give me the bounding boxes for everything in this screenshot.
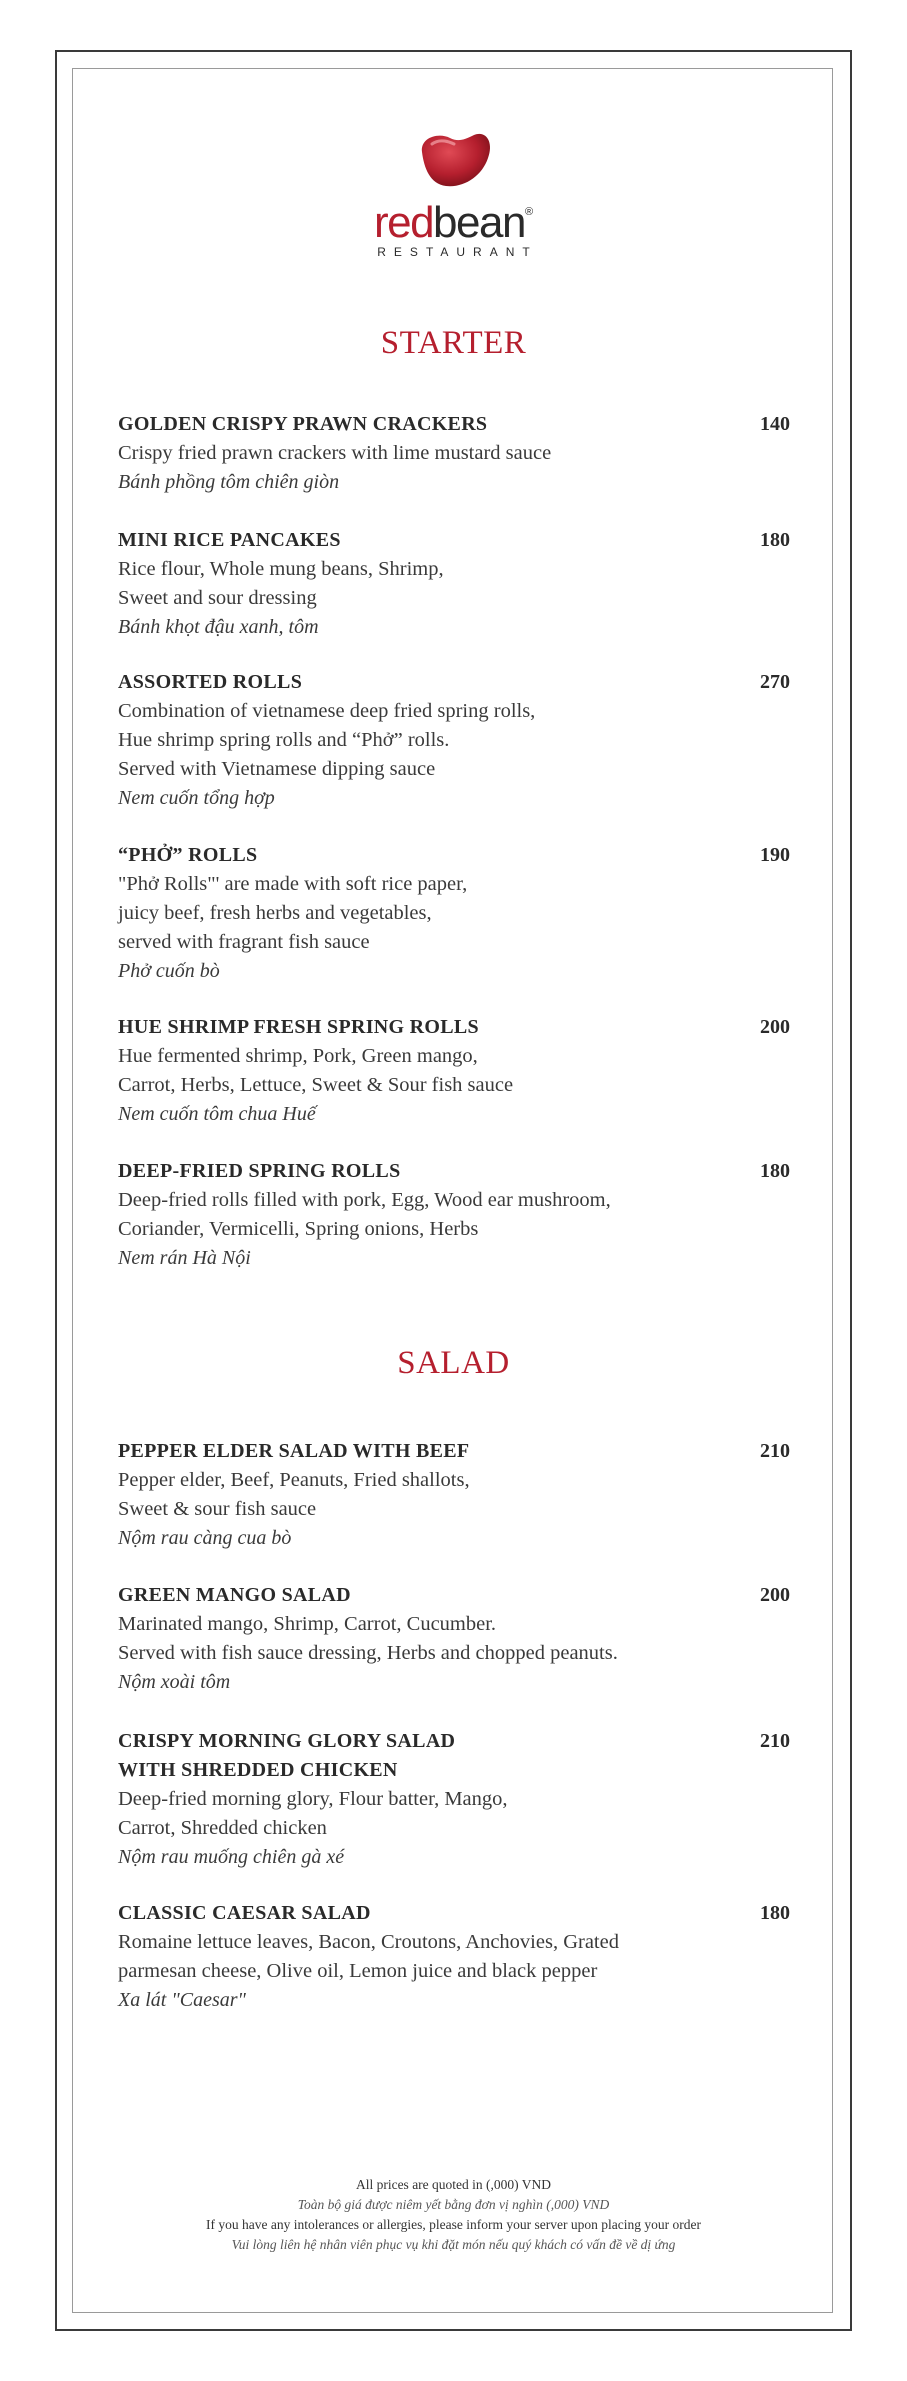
menu-item xyxy=(118,526,790,642)
menu-item-name: CRISPY MORNING GLORY SALAD xyxy=(118,1730,456,1752)
footer-price-note: All prices are quoted in (,000) VND xyxy=(355,2177,552,2192)
menu-item-description: Served with Vietnamese dipping sauce xyxy=(118,758,436,780)
menu-item-description: Carrot, Herbs, Lettuce, Sweet & Sour fish sauce xyxy=(118,1074,514,1096)
menu-item-vietnamese-name: Bánh phồng tôm chiên giòn xyxy=(118,471,340,493)
menu-item-description: Pepper elder, Beef, Peanuts, Fried shallots, xyxy=(118,1469,470,1491)
menu-item-description: Sweet & sour fish sauce xyxy=(118,1498,317,1520)
menu-item-description: Served with fish sauce dressing, Herbs and chopped peanuts. xyxy=(118,1642,618,1664)
menu-item-description: Deep-fried rolls filled with pork, Egg, Wood ear mushroom, xyxy=(118,1189,611,1211)
footer-allergy-note: If you have any intolerances or allergies, please inform your server upon placing your order xyxy=(206,2217,701,2232)
menu-item xyxy=(118,1727,790,1872)
menu-item-name: CLASSIC CAESAR SALAD xyxy=(118,1902,371,1924)
brand-subtitle: RESTAURANT xyxy=(377,245,538,259)
menu-item-name: ASSORTED ROLLS xyxy=(118,671,303,693)
menu-item xyxy=(118,1013,790,1129)
footer-allergy-note-vn: Vui lòng liên hệ nhân viên phục vụ khi đặt món nếu quý khách có vấn đề về dị ứng xyxy=(231,2237,676,2252)
menu-item-price: 180 xyxy=(760,1902,790,1924)
menu-item-price: 210 xyxy=(760,1730,790,1752)
menu-item xyxy=(118,668,790,813)
menu-item-vietnamese-name: Nộm rau càng cua bò xyxy=(118,1527,292,1549)
menu-item-price: 180 xyxy=(760,1160,790,1182)
menu-item xyxy=(118,410,790,497)
menu-item-vietnamese-name: Phở cuốn bò xyxy=(118,960,220,982)
menu-item-name: DEEP-FRIED SPRING ROLLS xyxy=(118,1160,401,1182)
menu-item xyxy=(118,1581,790,1697)
menu-footer xyxy=(0,2175,907,2255)
menu-item-description: Crispy fried prawn crackers with lime mustard sauce xyxy=(118,442,552,464)
menu-item xyxy=(118,841,790,986)
menu-item-description: served with fragrant fish sauce xyxy=(118,931,370,953)
menu-item-vietnamese-name: Nem rán Hà Nội xyxy=(118,1247,251,1269)
menu-item-vietnamese-name: Nem cuốn tổng hợp xyxy=(118,787,275,809)
red-bean-icon xyxy=(414,130,494,190)
brand-name-red: red xyxy=(373,198,434,247)
menu-item-price: 200 xyxy=(760,1016,790,1038)
menu-item-price: 200 xyxy=(760,1584,790,1606)
menu-item-price: 140 xyxy=(760,413,790,435)
menu-item-name: “PHỞ” ROLLS xyxy=(118,844,258,866)
brand-wordmark xyxy=(0,192,907,247)
registered-mark: ® xyxy=(524,206,534,218)
menu-item xyxy=(118,1899,790,2015)
menu-item-description: Combination of vietnamese deep fried spring rolls, xyxy=(118,700,536,722)
menu-item-description: parmesan cheese, Olive oil, Lemon juice and black pepper xyxy=(118,1960,598,1982)
section-title-salad: SALAD xyxy=(397,1345,510,1381)
menu-item-description: Coriander, Vermicelli, Spring onions, Herbs xyxy=(118,1218,479,1240)
brand-name-dark: bean xyxy=(433,198,525,247)
menu-item-description: juicy beef, fresh herbs and vegetables, xyxy=(118,902,432,924)
menu-item-description: Sweet and sour dressing xyxy=(118,587,317,609)
menu-item-description: Deep-fried morning glory, Flour batter, Mango, xyxy=(118,1788,508,1810)
menu-item-description: Romaine lettuce leaves, Bacon, Croutons, Anchovies, Grated xyxy=(118,1931,619,1953)
menu-item xyxy=(118,1157,790,1273)
menu-item-description: Hue fermented shrimp, Pork, Green mango, xyxy=(118,1045,478,1067)
menu-item-description: "Phở Rolls"' are made with soft rice paper, xyxy=(118,873,468,895)
menu-item-vietnamese-name: Xa lát "Caesar" xyxy=(118,1989,246,2011)
menu-item-vietnamese-name: Nộm rau muống chiên gà xé xyxy=(118,1846,345,1868)
menu-item-price: 190 xyxy=(760,844,790,866)
menu-item-description: Carrot, Shredded chicken xyxy=(118,1817,327,1839)
menu-item-description: Hue shrimp spring rolls and “Phở” rolls. xyxy=(118,729,450,751)
menu-item-name: MINI RICE PANCAKES xyxy=(118,529,341,551)
menu-item-vietnamese-name: Bánh khọt đậu xanh, tôm xyxy=(118,616,319,638)
menu-item-name: GOLDEN CRISPY PRAWN CRACKERS xyxy=(118,413,488,435)
section-title-starter: STARTER xyxy=(380,325,527,361)
restaurant-logo xyxy=(0,130,907,259)
menu-item xyxy=(118,1437,790,1553)
menu-item-vietnamese-name: Nộm xoài tôm xyxy=(118,1671,231,1693)
menu-item-name: HUE SHRIMP FRESH SPRING ROLLS xyxy=(118,1016,479,1038)
menu-item-price: 270 xyxy=(760,671,790,693)
footer-price-note-vn: Toàn bộ giá được niêm yết bằng đơn vị nghìn (,000) VND xyxy=(297,2197,610,2212)
menu-item-vietnamese-name: Nem cuốn tôm chua Huế xyxy=(118,1103,316,1125)
menu-item-description: Marinated mango, Shrimp, Carrot, Cucumber. xyxy=(118,1613,497,1635)
menu-item-name: GREEN MANGO SALAD xyxy=(118,1584,351,1606)
menu-item-description: Rice flour, Whole mung beans, Shrimp, xyxy=(118,558,444,580)
menu-item-price: 180 xyxy=(760,529,790,551)
menu-item-name-line2: WITH SHREDDED CHICKEN xyxy=(118,1759,398,1781)
menu-item-name: PEPPER ELDER SALAD WITH BEEF xyxy=(118,1440,470,1462)
menu-item-price: 210 xyxy=(760,1440,790,1462)
